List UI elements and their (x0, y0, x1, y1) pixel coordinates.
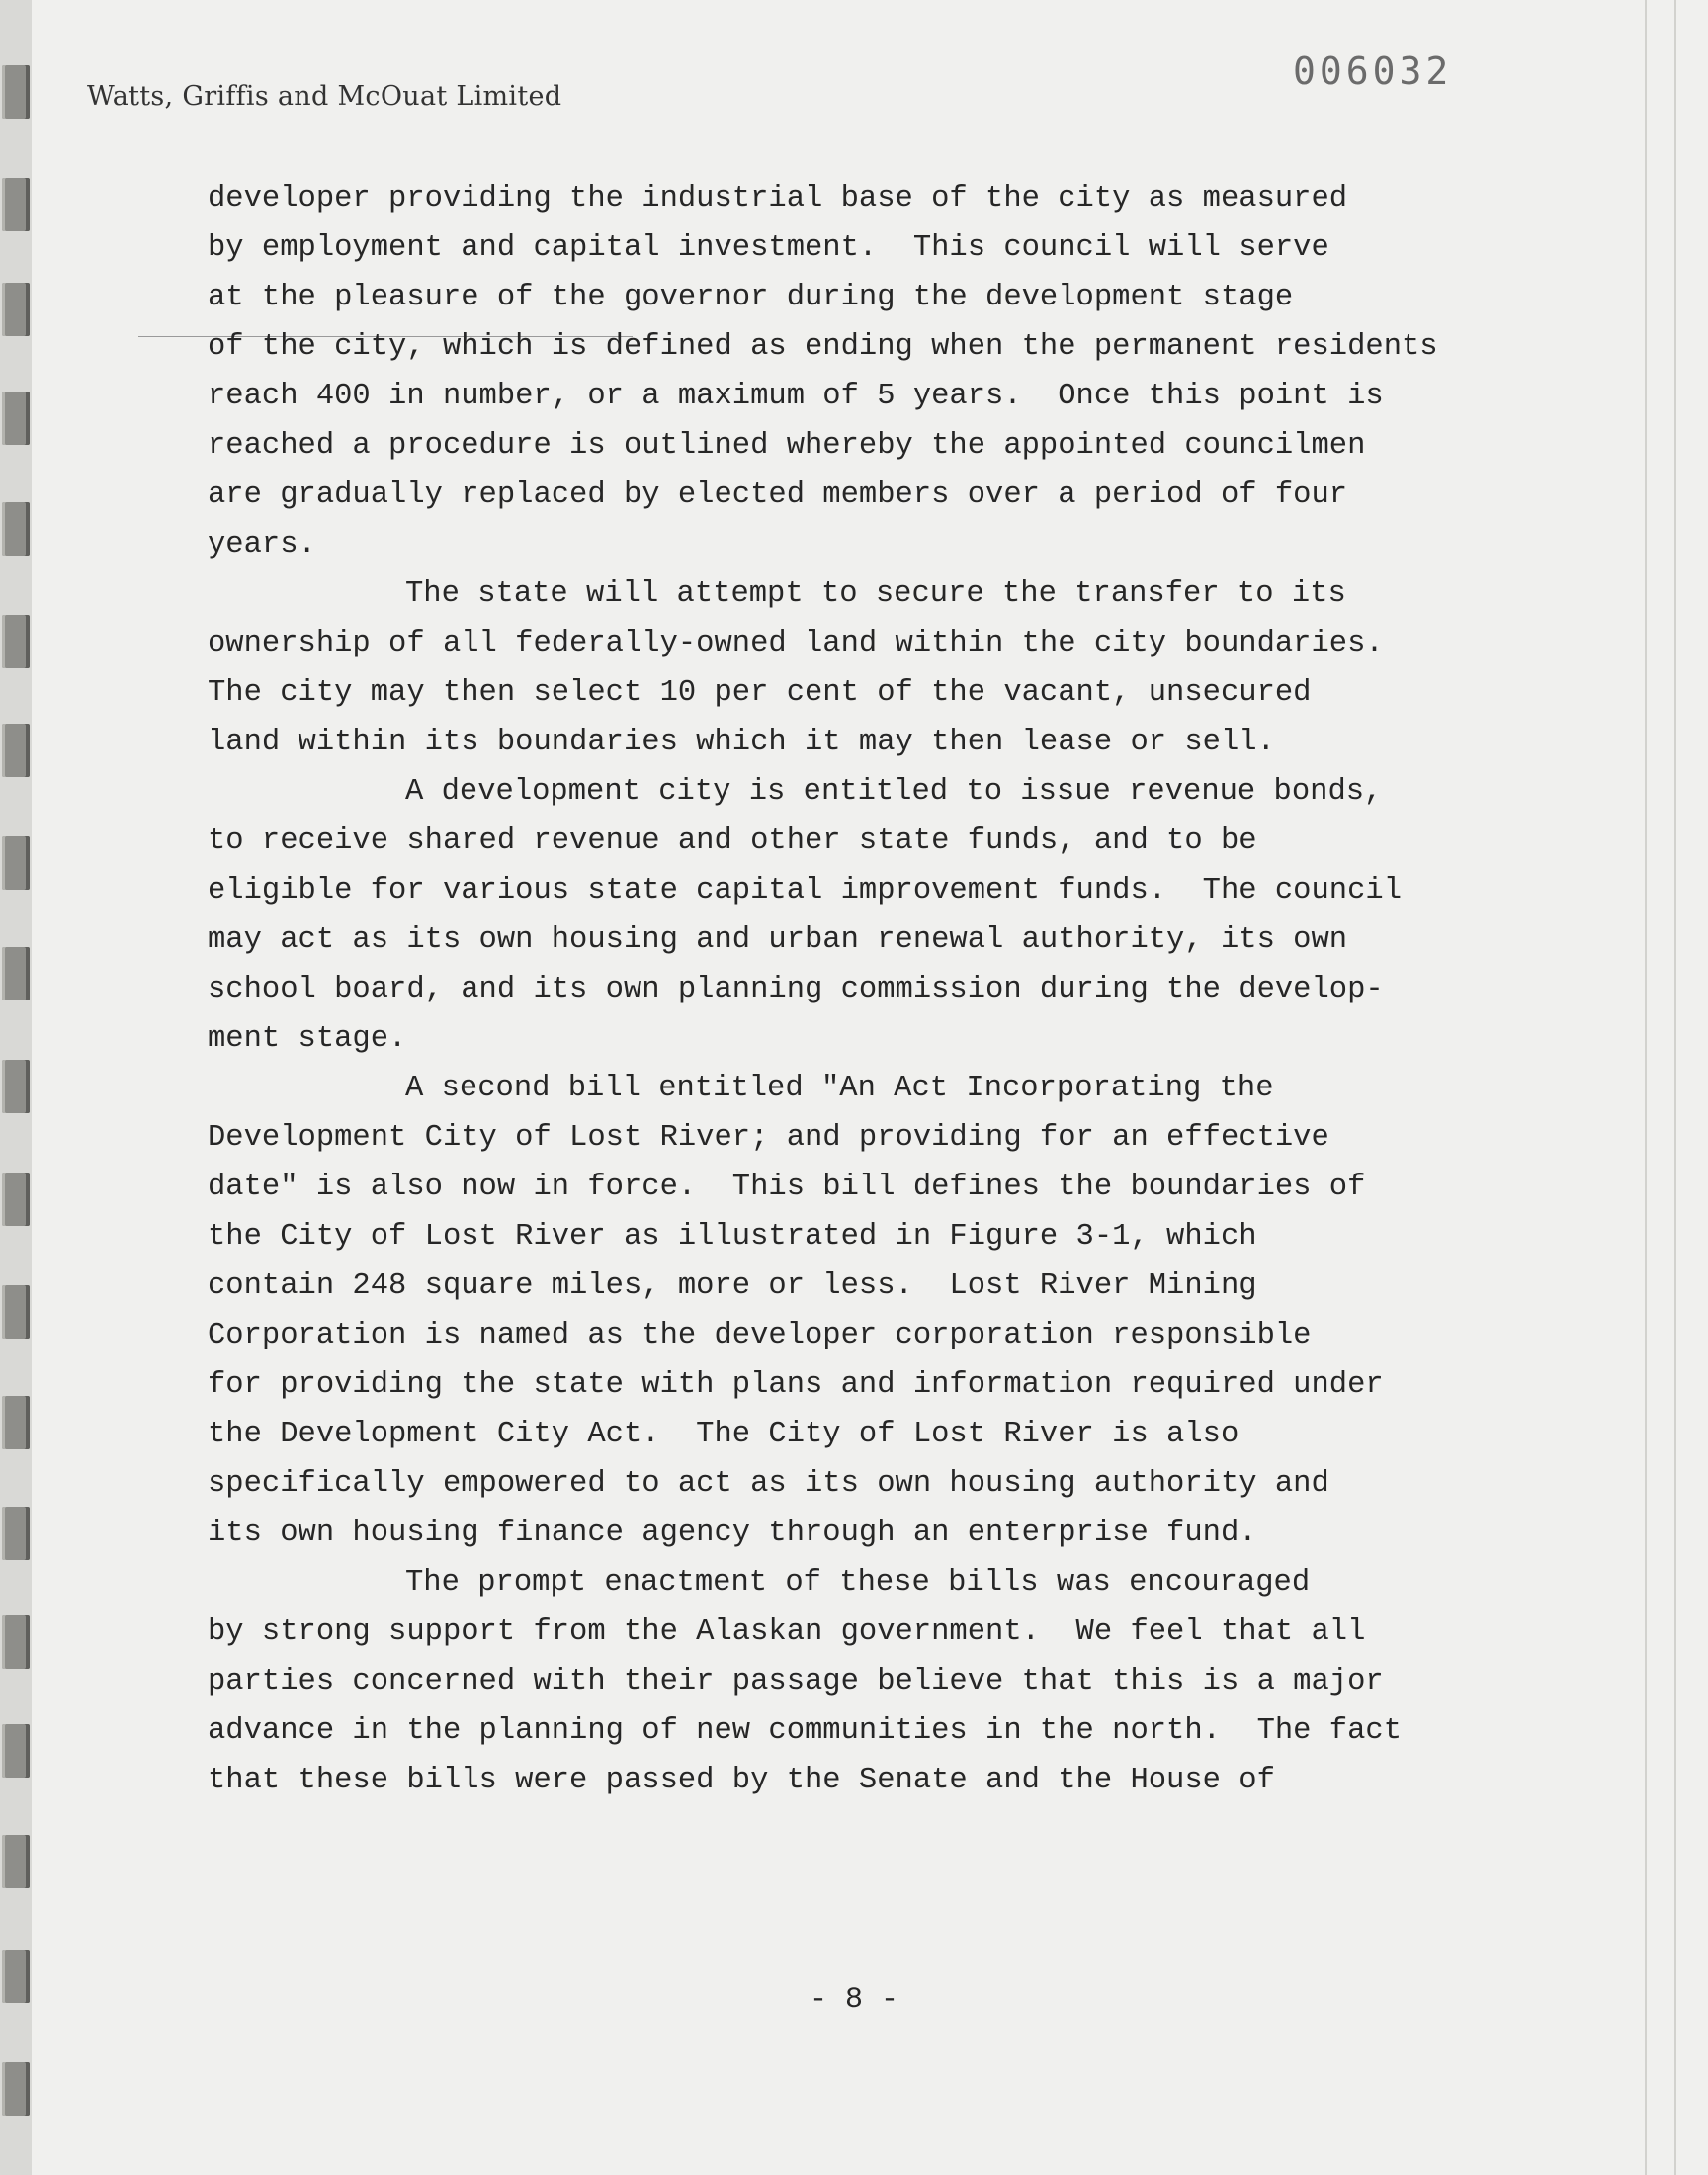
binding-ring (2, 1615, 30, 1669)
binding-ring (2, 1396, 30, 1449)
text-line: The state will attempt to secure the transfer to its (405, 577, 1346, 611)
text-line: ment stage. (208, 1022, 407, 1056)
text-line: at the pleasure of the governor during the development stage (208, 281, 1294, 314)
text-line: ownership of all federally-owned land within the city boundaries. (208, 627, 1384, 660)
text-line: The city may then select 10 per cent of the vacant, unsecured (208, 676, 1312, 710)
text-line: of the city, which is defined as ending when the permanent residents (208, 330, 1438, 364)
text-line: Development City of Lost River; and providing for an effective (208, 1121, 1329, 1155)
binding-ring (2, 615, 30, 668)
text-line: for providing the state with plans and information required under (208, 1368, 1384, 1402)
text-line: advance in the planning of new communities in the north. The fact (208, 1714, 1402, 1748)
text-line: A development city is entitled to issue revenue bonds, (405, 775, 1383, 809)
text-line: Corporation is named as the developer corporation responsible (208, 1319, 1312, 1352)
document-number: 006032 (1293, 49, 1453, 93)
binding-ring (2, 724, 30, 777)
text-line: that these bills were passed by the Senate and the House of (208, 1764, 1275, 1797)
binding-ring (2, 1173, 30, 1226)
text-line: the Development City Act. The City of Lost River is also (208, 1418, 1239, 1451)
text-line: eligible for various state capital improvement funds. The council (208, 874, 1402, 908)
binding-ring (2, 178, 30, 231)
text-line: school board, and its own planning commission during the develop- (208, 973, 1384, 1006)
text-line: The prompt enactment of these bills was encouraged (405, 1566, 1311, 1600)
text-line: by strong support from the Alaskan government. We feel that all (208, 1615, 1366, 1649)
binding-ring (2, 65, 30, 119)
text-line: to receive shared revenue and other state funds, and to be (208, 825, 1257, 858)
text-line: the City of Lost River as illustrated in Figure 3-1, which (208, 1220, 1257, 1254)
binding-ring (2, 836, 30, 890)
binding-ring (2, 502, 30, 556)
text-line: by employment and capital investment. This council will serve (208, 231, 1329, 265)
binding-ring (2, 1060, 30, 1113)
text-line: date" is also now in force. This bill defines the boundaries of (208, 1171, 1366, 1204)
text-line: land within its boundaries which it may then lease or sell. (208, 726, 1275, 759)
binding-ring (2, 283, 30, 336)
binding-ring (2, 1835, 30, 1888)
binding-ring (2, 947, 30, 1000)
binding-ring (2, 1285, 30, 1339)
text-line: years. (208, 528, 316, 562)
text-line: reach 400 in number, or a maximum of 5 years. Once this point is (208, 380, 1384, 413)
spiral-binding (0, 0, 32, 2175)
text-line: its own housing finance agency through an enterprise fund. (208, 1517, 1257, 1550)
text-line: reached a procedure is outlined whereby the appointed councilmen (208, 429, 1366, 463)
body-text (208, 174, 1591, 1805)
binding-ring (2, 392, 30, 445)
page-edge (1645, 0, 1647, 2175)
binding-ring (2, 1724, 30, 1778)
binding-ring (2, 2062, 30, 2116)
text-line: may act as its own housing and urban renewal authority, its own (208, 923, 1348, 957)
text-line: developer providing the industrial base of the city as measured (208, 182, 1348, 216)
text-line: A second bill entitled "An Act Incorporating the (405, 1072, 1274, 1105)
letterhead-firm-name: Watts, Griffis and McOuat Limited (87, 81, 562, 112)
text-line: are gradually replaced by elected members over a period of four (208, 478, 1348, 512)
text-line: parties concerned with their passage believe that this is a major (208, 1665, 1384, 1698)
text-line: specifically empowered to act as its own housing authority and (208, 1467, 1329, 1501)
page-number: - 8 - (809, 1983, 898, 2017)
text-line: contain 248 square miles, more or less. Lost River Mining (208, 1269, 1257, 1303)
binding-ring (2, 1507, 30, 1560)
page-edge (1674, 0, 1676, 2175)
